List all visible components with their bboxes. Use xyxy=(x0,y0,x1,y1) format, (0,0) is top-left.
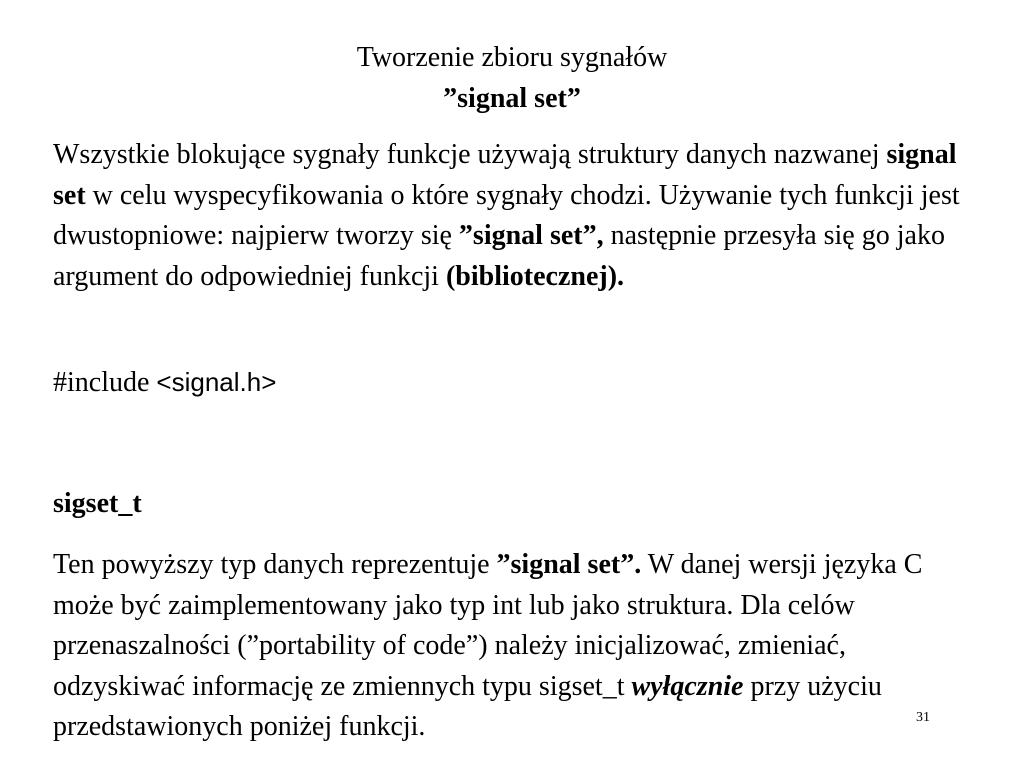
intro-paragraph xyxy=(53,135,983,297)
page-number: 31 xyxy=(916,710,930,725)
type-paragraph xyxy=(53,545,983,748)
type-text-1: Ten powyższy typ danych reprezentuje xyxy=(53,549,497,580)
intro-text-1: Wszystkie blokujące sygnały funkcje używają struktury danych nazwanej xyxy=(53,139,887,170)
slide-title: Tworzenie zbioru sygnałów xyxy=(356,42,668,73)
include-header: <signal.h> xyxy=(156,367,277,397)
type-bold-signal-set: ”signal set”. xyxy=(496,549,642,580)
intro-text-2: w celu wyspecyfikowania o które sygnały chodzi. Używanie tych funkcji jest dwustopniowe: najpierw tworzy się xyxy=(53,179,960,251)
intro-bold-quoted-signal-set: ”signal set”, xyxy=(458,220,604,251)
type-name-heading: sigset_t xyxy=(53,488,142,519)
include-line xyxy=(53,365,276,400)
type-bold-italic-exclusively: wyłącznie xyxy=(631,670,744,702)
intro-bold-signal-set: signal set xyxy=(53,139,957,211)
intro-text-3: następnie przesyła się go jako argument do odpowiedniej funkcji xyxy=(53,220,945,292)
type-text-2: W danej wersji języka C może być zaimplementowany jako typ int lub jako struktura. Dla celów przenaszalności (”portability of code”) należy inicjalizować, zmieniać, odzyskiwać informację ze zmiennych typu sigset_t xyxy=(53,549,923,702)
include-directive: #include xyxy=(53,367,157,398)
type-text-3: przy użyciu przedstawionych poniżej funkcji. xyxy=(53,670,882,742)
intro-bold-library: (bibliotecznej). xyxy=(445,260,625,292)
slide-subtitle: ”signal set” xyxy=(443,83,581,114)
